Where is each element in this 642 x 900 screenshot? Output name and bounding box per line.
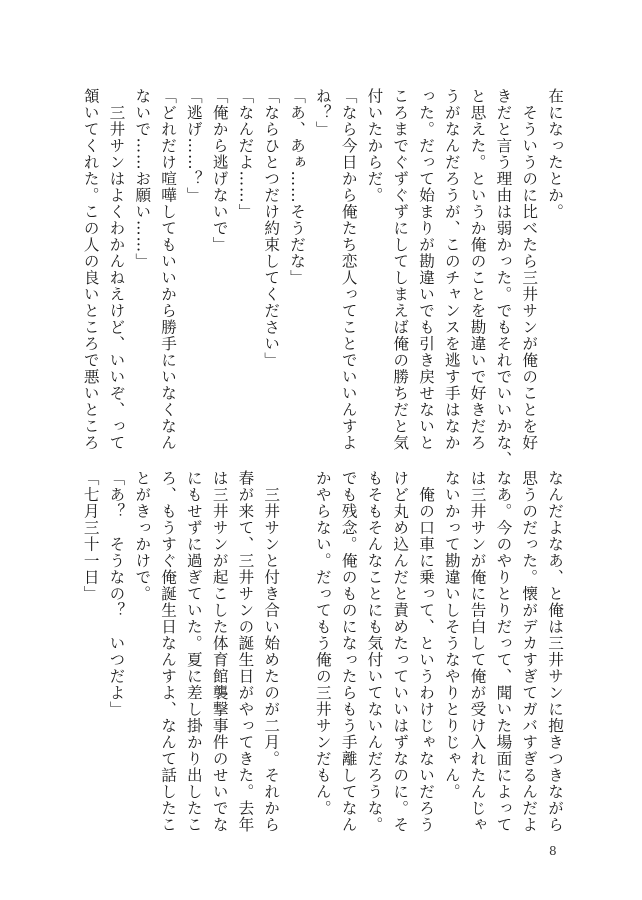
text-line: きだと言う理由は弱かった。でもそれでいいかな、 (494, 88, 513, 468)
text-line: もそもそんなことにも気付いてないんだろうな。 (365, 470, 384, 833)
text-line: 三井サンと付き合い始めたのが二月。それから (262, 470, 281, 833)
text-line: った。だって始まりが勘違いでも引き戻せないと (417, 88, 436, 451)
text-line: 頷いてくれた。この人の良いところで悪いところ (81, 88, 100, 451)
text-line: は三井サンが起こした体育館襲撃事件のせいでな (210, 470, 229, 833)
text-line: とがきっかけで。 (133, 470, 152, 602)
lower-text-block (77, 470, 567, 833)
text-line: 在になったとか。 (546, 88, 564, 220)
text-line: なあ。今のやりとりだって、聞いた場面によって (494, 470, 513, 833)
text-line: ないで……お願い……」 (133, 88, 152, 270)
text-line: ね？」 (313, 88, 332, 138)
text-line: ろ、もうすぐ俺誕生日なんすよ、なんて話したこ (159, 470, 178, 833)
text-line: そういうのに比べたら三井サンが俺のことを好 (520, 88, 539, 451)
upper-text-block (77, 88, 567, 468)
text-line: 俺の口車に乗って、というわけじゃないだろう (417, 470, 436, 833)
text-line: 「俺から逃げないで」 (210, 88, 229, 253)
text-line: うがなんだろうが、このチャンスを逃す手はなか (442, 88, 461, 451)
text-line: 「なんだよ……」 (236, 88, 255, 220)
text-line: けど丸め込んだと責めたっていいはずなのに。そ (391, 470, 410, 833)
text-line: にもせずに過ぎていた。夏に差し掛かり出したこ (184, 470, 203, 833)
text-line: 「あ、あぁ……そうだな」 (288, 88, 307, 286)
text-line: 春が来て、三井サンの誕生日がやってきた。去年 (236, 470, 255, 833)
text-line: 「あ？ そうなの？ いつだよ」 (107, 470, 126, 718)
text-line: 三井サンはよくわかんねえけど、いいぞ、って (107, 88, 126, 451)
text-line: 「逃げ……？」 (184, 88, 203, 204)
text-line: なんだよなあ、と俺は三井サンに抱きつきながら (546, 470, 564, 833)
text-line: ころまでぐずぐずにしてしまえば俺の勝ちだと気 (391, 88, 410, 451)
text-line: 付いたからだ。 (365, 88, 384, 204)
text-line: ないかって勘違いしそうなやりとりじゃん。 (442, 470, 461, 800)
text-line: かやらない。だってもう俺の三井サンだもん。 (313, 470, 332, 817)
text-line: 「なら今日から俺たち恋人ってことでいいんすよ (339, 88, 358, 451)
text-line: と思えた。というか俺のことを勘違いで好きだろ (468, 88, 487, 451)
text-line: でも残念。俺のものになったらもう手離してなん (339, 470, 358, 833)
text-line: は三井サンが俺に告白して俺が受け入れたんじゃ (468, 470, 487, 833)
text-line: 「ならひとつだけ約束してください」 (262, 88, 281, 369)
text-line (283, 470, 309, 810)
text-line: 「どれだけ喧嘩してもいいから勝手にいなくなん (159, 88, 178, 451)
text-line: 「七月三十一日」 (81, 470, 100, 602)
text-line: 思うのだった。懐がデカすぎてガバすぎるんだよ (520, 470, 539, 833)
page-number: 8 (549, 844, 557, 858)
